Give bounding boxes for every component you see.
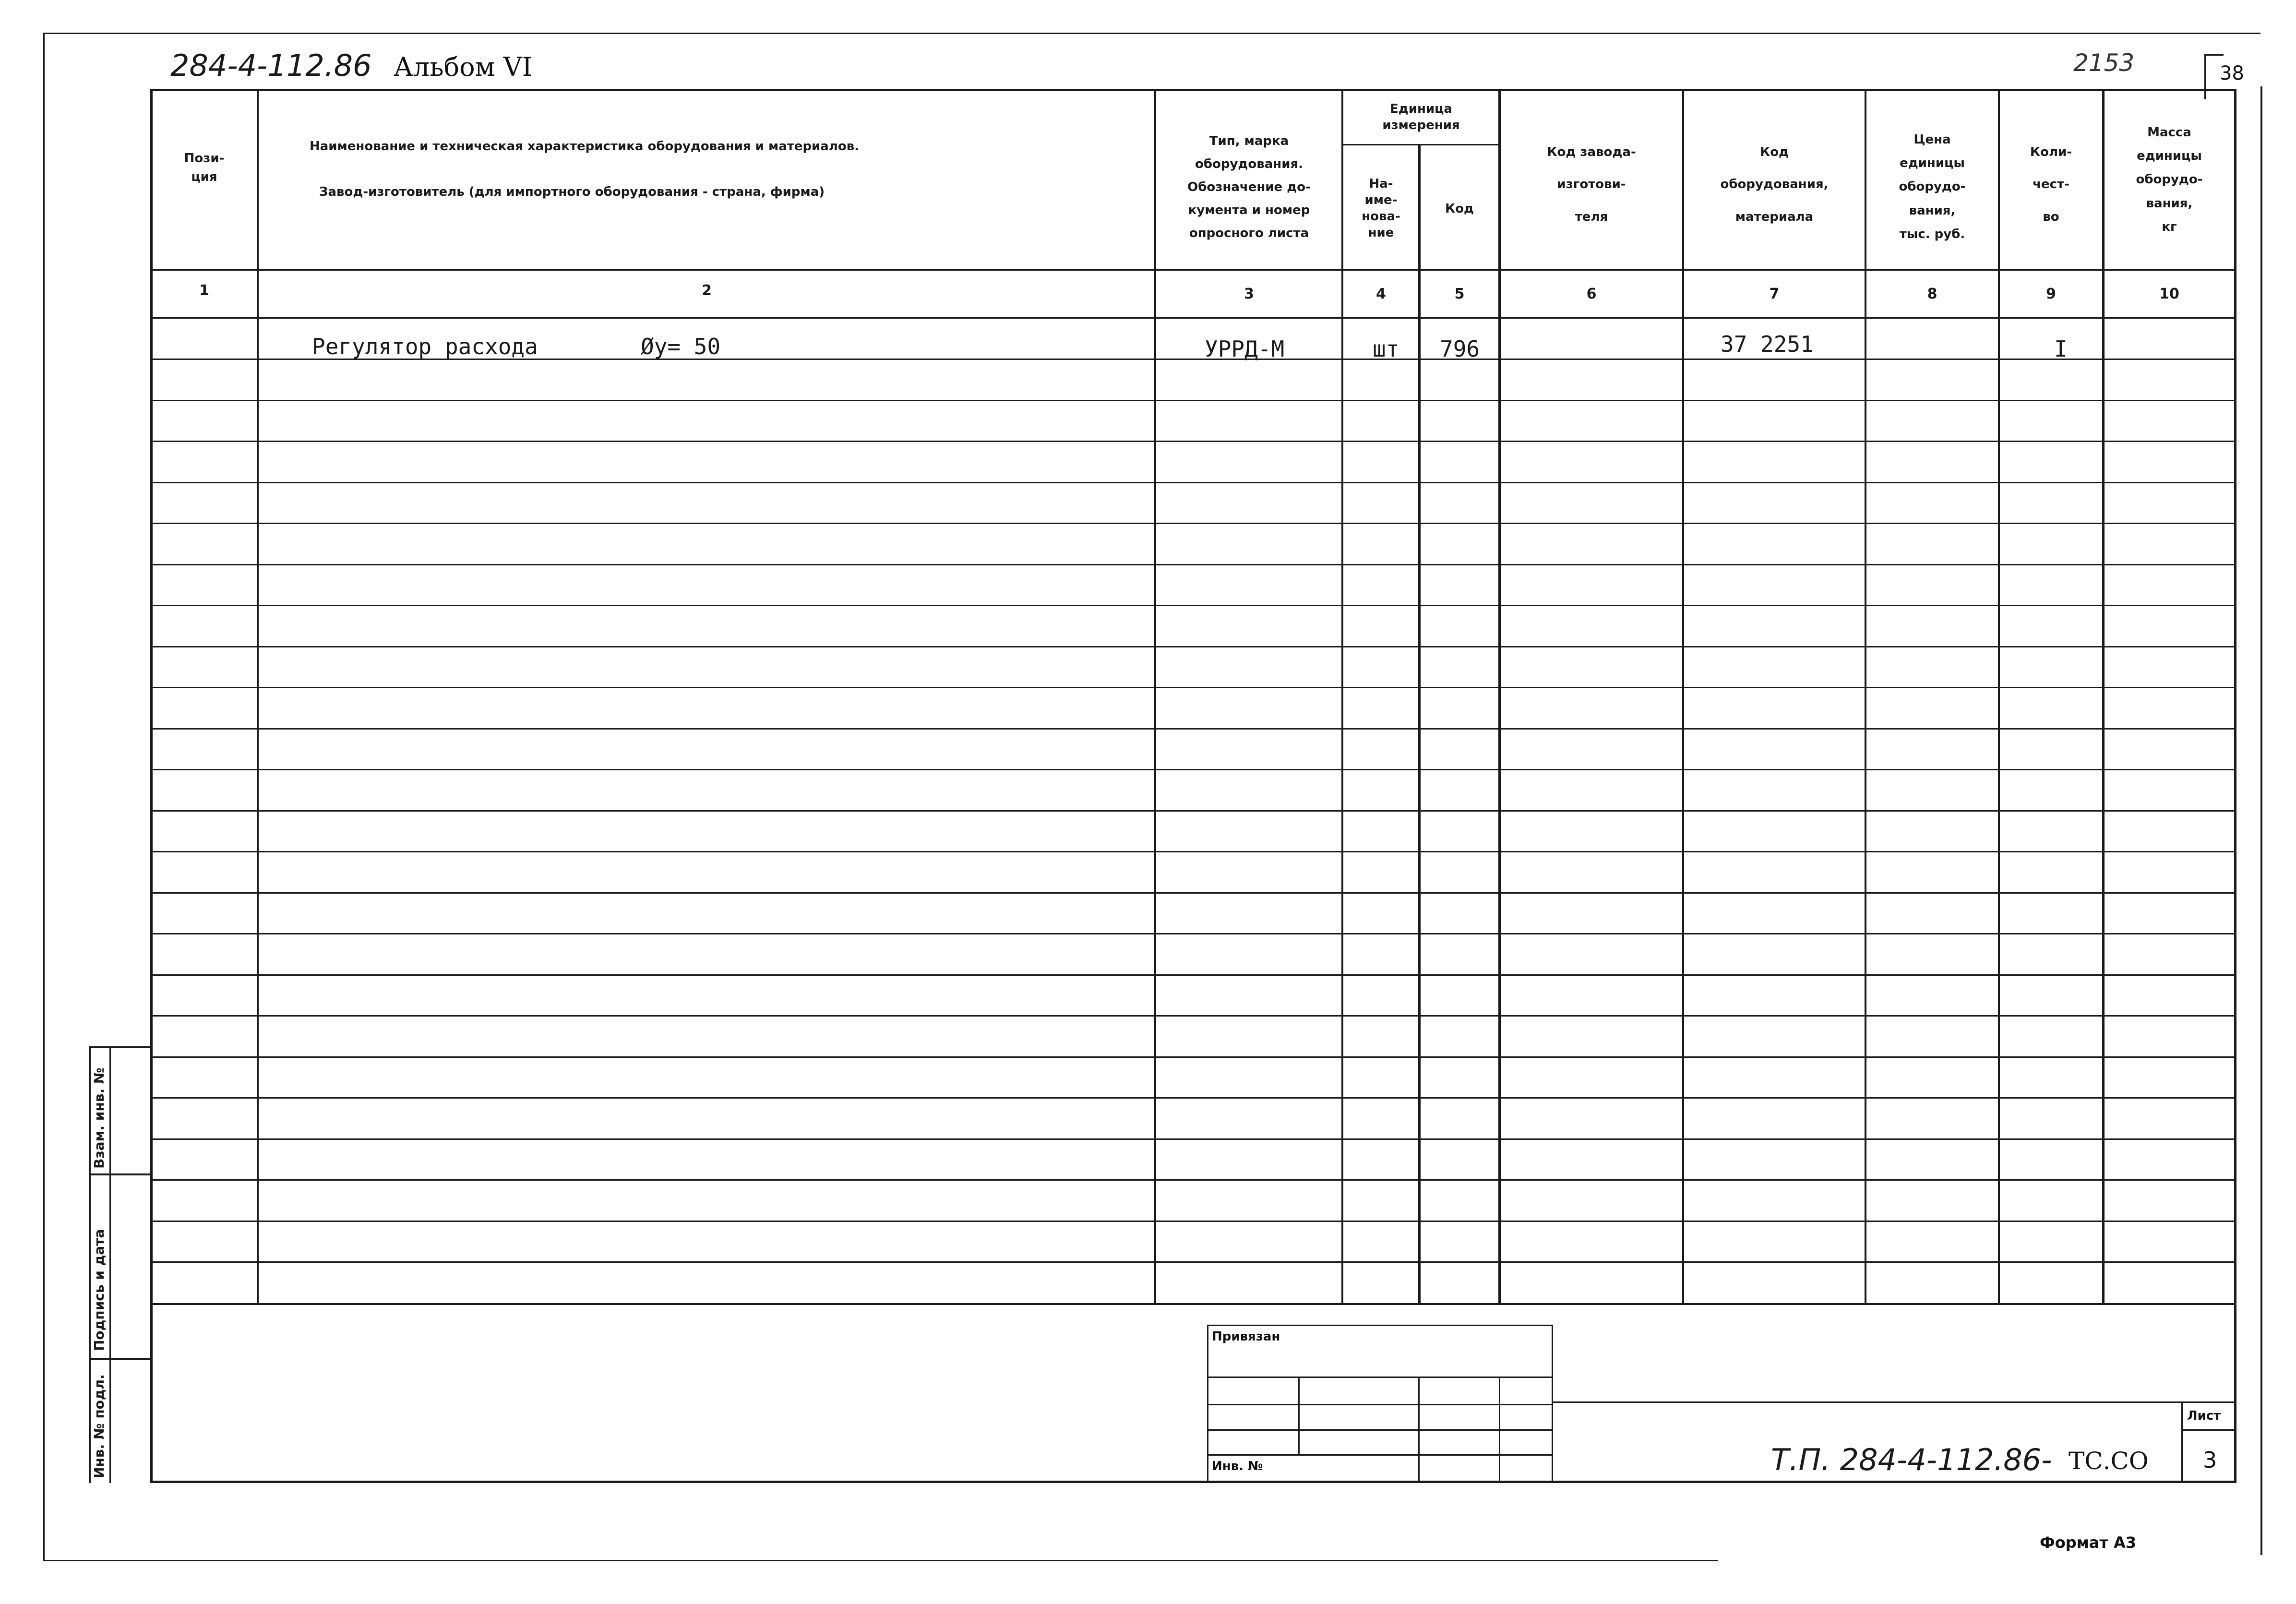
- unit-group-divider: [1341, 144, 1500, 145]
- side-stamp-divider: [89, 1173, 151, 1175]
- table-row-line: [150, 1015, 2236, 1017]
- table-row-line: [150, 1097, 2236, 1099]
- col-header-unit-group: Единица измерения: [1382, 102, 1460, 132]
- row-item-unit: шт: [1373, 336, 1399, 362]
- col-number-4: 4: [1376, 286, 1386, 302]
- col-number-6: 6: [1586, 286, 1597, 302]
- table-row-line: [150, 728, 2236, 730]
- col-header-type: Тип, марка оборудования. Обозначение до- кумента и номер опросного листа: [1187, 133, 1311, 241]
- table-row-line: [150, 1138, 2236, 1140]
- side-stamp-left: [89, 1046, 91, 1483]
- stamp-attached-label: Привязан: [1212, 1329, 1280, 1344]
- table-row-line: [150, 1179, 2236, 1181]
- col-divider: [1341, 89, 1343, 1304]
- album-label: Альбом VI: [394, 52, 533, 82]
- col-number-9: 9: [2046, 286, 2056, 302]
- col-header-plant-code: Код завода- изготови- теля: [1547, 144, 1636, 224]
- sheet-cell-left: [2181, 1401, 2183, 1482]
- stamp-box-row: [1207, 1377, 1553, 1378]
- col-number-10: 10: [2159, 286, 2179, 302]
- sheet-label: Лист: [2187, 1409, 2221, 1423]
- col-number-2: 2: [702, 282, 712, 299]
- col-header-unit-code: Код: [1445, 201, 1474, 216]
- table-row-line: [150, 810, 2236, 812]
- row-item-quantity: I: [2054, 336, 2068, 362]
- body-bottom-line: [150, 1303, 2236, 1305]
- col-divider: [2102, 89, 2105, 1304]
- stamp-box-row: [1207, 1454, 1553, 1456]
- col-header-name-line1: Наименование и техническая характеристика оборудования и материалов.: [310, 139, 860, 154]
- col-number-5: 5: [1454, 286, 1465, 302]
- stamp-box-right: [1552, 1325, 1553, 1482]
- col-header-name-line2: Завод-изготовитель (для импортного оборудования - страна, фирма): [319, 184, 825, 199]
- archive-stamp-number: 2153: [2073, 49, 2135, 77]
- row-item-equipment-code: 37 2251: [1721, 331, 1814, 357]
- side-stamp-divider: [89, 1358, 151, 1360]
- outer-frame-top: [43, 33, 2260, 34]
- table-row-line: [150, 974, 2236, 976]
- corner-page-number: 38: [2220, 62, 2244, 84]
- col-header-mass: Масса единицы оборудо- вания, кг: [2136, 125, 2203, 235]
- sheet-cell-divider: [2181, 1429, 2236, 1431]
- col-number-8: 8: [1927, 286, 1937, 302]
- col-divider: [1682, 89, 1684, 1304]
- stamp-box-row: [1207, 1404, 1553, 1405]
- col-header-unit-name: На- име- нова- ние: [1362, 177, 1400, 240]
- side-stamp-top: [89, 1046, 151, 1048]
- table-row-line: [150, 605, 2236, 606]
- row-item-unit-code: 796: [1440, 336, 1480, 362]
- corner-tick: [2204, 54, 2206, 99]
- side-label-original-inventory: Инв. № подл.: [91, 1374, 107, 1478]
- col-divider: [1498, 89, 1501, 1304]
- side-stamp-inner-line: [109, 1046, 111, 1483]
- row-item-diameter: Øy= 50: [641, 334, 721, 359]
- stamp-box-left: [1207, 1325, 1208, 1482]
- header-bottom-line: [150, 269, 2236, 271]
- row-item-name: Регулятор расхода: [312, 334, 538, 359]
- col-divider: [1998, 89, 2000, 1304]
- table-row-line: [150, 687, 2236, 688]
- row-item-type: УРРД-М: [1205, 336, 1285, 362]
- sheet-format-label: Формат А3: [2040, 1533, 2137, 1552]
- table-row-line: [150, 482, 2236, 483]
- table-top: [150, 89, 2236, 91]
- table-row-line: [150, 1056, 2236, 1058]
- side-label-replacing-inventory: Взам. инв. №: [91, 1067, 107, 1169]
- table-row-line: [150, 851, 2236, 852]
- stamp-inventory-label: Инв. №: [1212, 1459, 1263, 1473]
- table-row-line: [150, 523, 2236, 524]
- outer-frame-bottom: [43, 1560, 1718, 1561]
- stamp-box-col: [1499, 1377, 1500, 1482]
- col-number-1: 1: [199, 282, 209, 299]
- col-header-position: Пози- ция: [184, 151, 225, 184]
- table-row-line: [150, 892, 2236, 894]
- col-divider: [1418, 144, 1421, 1304]
- table-row-line: [150, 933, 2236, 934]
- col-header-equipment-code: Код оборудования, материала: [1720, 144, 1829, 224]
- table-row-line: [150, 646, 2236, 647]
- col-header-quantity: Коли- чест- во: [2030, 144, 2072, 224]
- table-right: [2234, 89, 2236, 1483]
- col-divider: [257, 89, 259, 1304]
- table-row-line: [150, 1221, 2236, 1222]
- stamp-box-col: [1418, 1377, 1420, 1482]
- document-reference: 284-4-112.86: [170, 48, 372, 83]
- document-designation-suffix: ТС.СО: [2069, 1447, 2149, 1475]
- sheet-number: 3: [2203, 1447, 2217, 1473]
- col-divider: [1154, 89, 1156, 1304]
- stamp-box-row: [1207, 1429, 1553, 1431]
- table-bottom: [150, 1481, 2236, 1483]
- number-row-bottom-line: [150, 317, 2236, 319]
- col-number-3: 3: [1244, 286, 1254, 302]
- col-number-7: 7: [1769, 286, 1780, 302]
- titleblock-top-line: [1553, 1401, 2236, 1403]
- outer-frame-left: [43, 33, 45, 1561]
- table-row-line: [150, 564, 2236, 565]
- stamp-box-top: [1207, 1325, 1553, 1326]
- table-row-line: [150, 769, 2236, 770]
- table-row-line: [150, 441, 2236, 442]
- document-designation: Т.П. 284-4-112.86-: [1771, 1442, 2052, 1477]
- table-row-line: [150, 400, 2236, 401]
- outer-frame-right: [2260, 86, 2262, 1555]
- side-label-signature-date: Подпись и дата: [91, 1229, 107, 1351]
- col-header-price: Цена единицы оборудо- вания, тыс. руб.: [1899, 132, 1966, 242]
- corner-tick: [2204, 54, 2224, 56]
- col-divider: [1865, 89, 1866, 1304]
- table-row-line: [150, 1261, 2236, 1263]
- stamp-box-col: [1298, 1377, 1300, 1454]
